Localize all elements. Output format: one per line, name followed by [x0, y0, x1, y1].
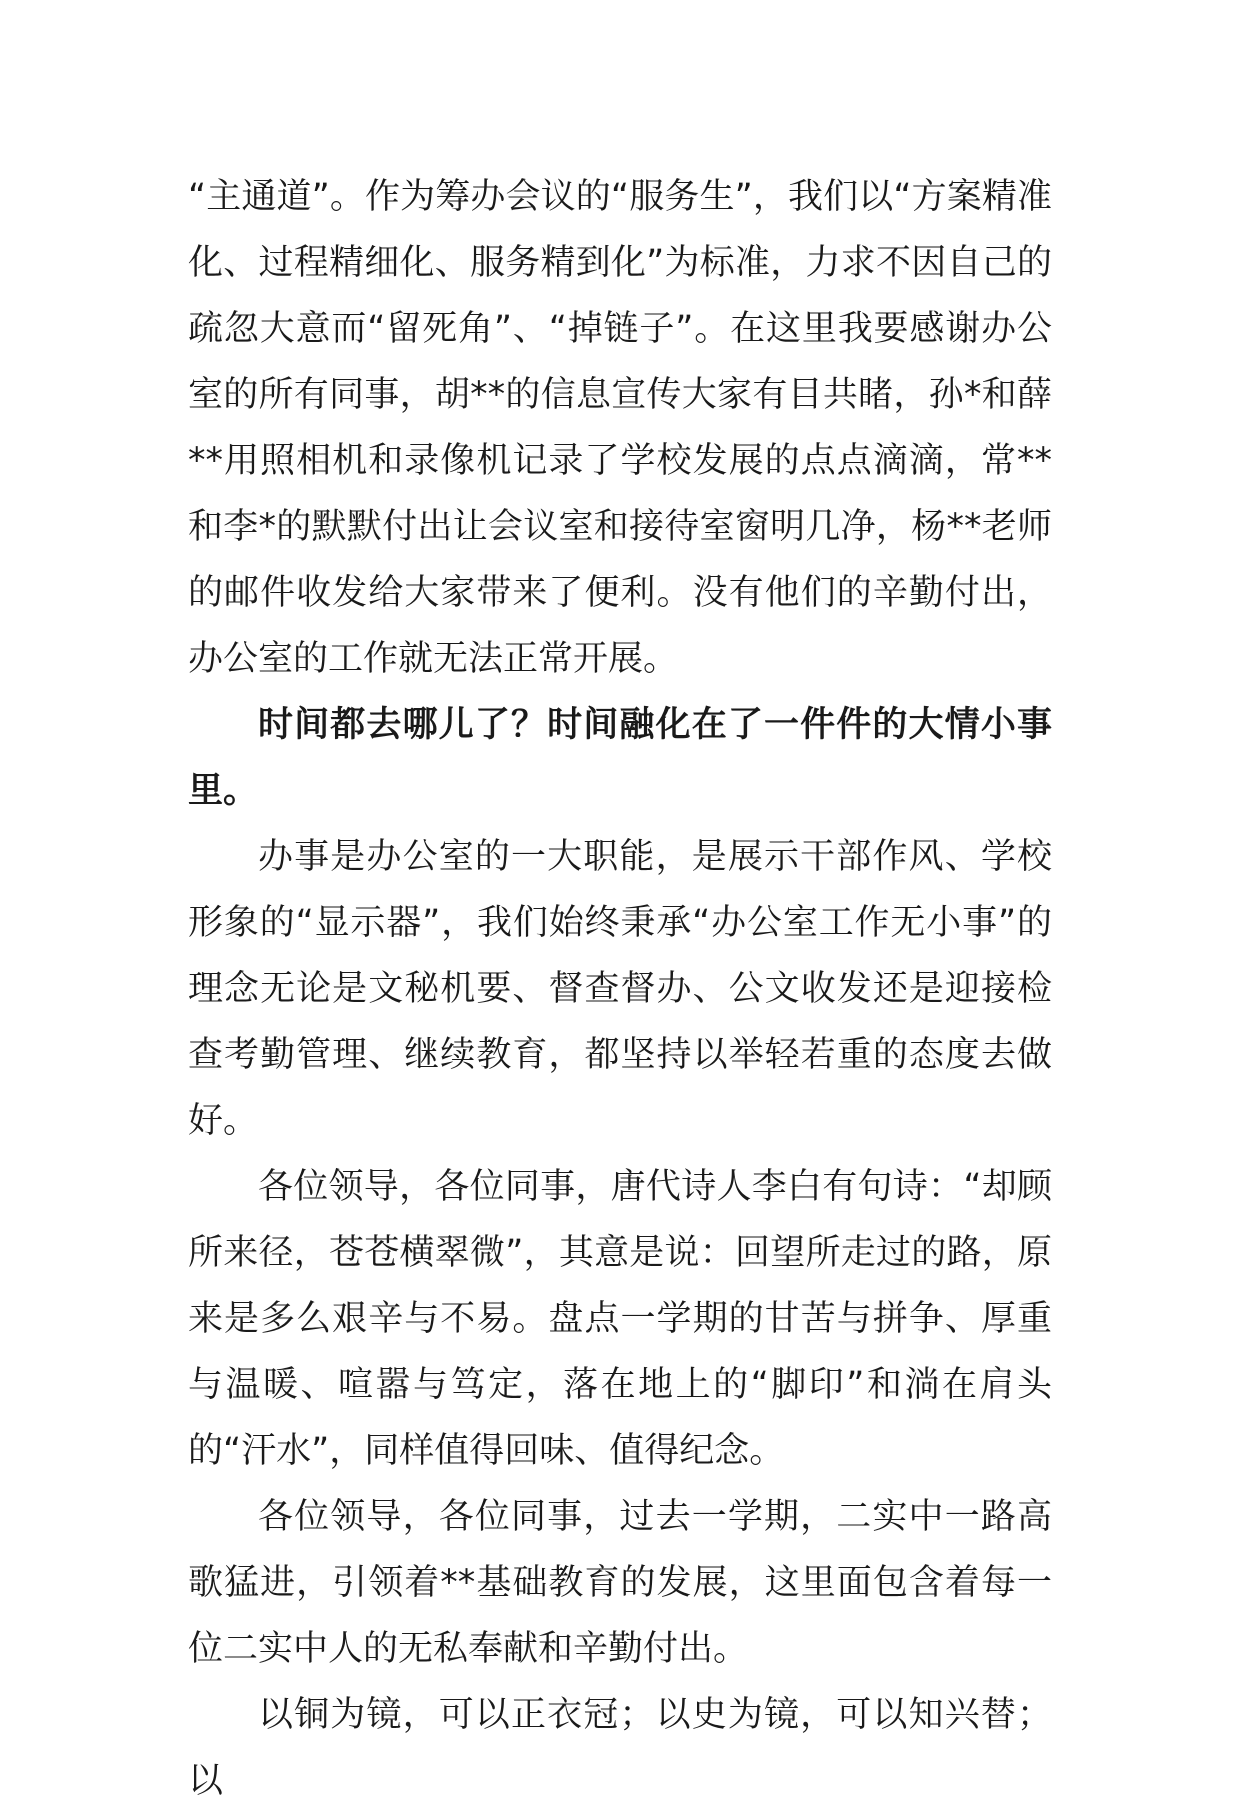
paragraph: 以铜为镜，可以正衣冠；以史为镜，可以知兴替；以 — [188, 1695, 1052, 1801]
paragraph: 各位领导，各位同事，唐代诗人李白有句诗：“却顾所来径，苍苍横翠微”，其意是说：回望所走过的路，原来是多么艰辛与不易。盘点一学期的甘苦与拼争、厚重与温暖、喧嚣与笃定，落在地上的“脚印”和淌在肩头的“汗水”，同样值得回味、值得纪念。 — [188, 1167, 1052, 1471]
paragraph-continuation: “主通道”。作为筹办会议的“服务生”，我们以“方案精准化、过程精细化、服务精到化”为标准，力求不因自己的疏忽大意而“留死角”、“掉链子”。在这里我要感谢办公室的所有同事，胡**的信息宣传大家有目共睹，孙*和薛**用照相机和录像机记录了学校发展的点点滴滴，常**和李*的默默付出让会议室和接待室窗明几净，杨**老师的邮件收发给大家带来了便利。没有他们的辛勤付出，办公室的工作就无法正常开展。 — [188, 177, 1052, 679]
paragraph: 各位领导，各位同事，过去一学期，二实中一路高歌猛进，引领着**基础教育的发展，这里面包含着每一位二实中人的无私奉献和辛勤付出。 — [188, 1497, 1052, 1669]
paragraph: 办事是办公室的一大职能，是展示干部作风、学校形象的“显示器”，我们始终秉承“办公室工作无小事”的理念无论是文秘机要、督查督办、公文收发还是迎接检查考勤管理、继续教育，都坚持以举轻若重的态度去做好。 — [188, 837, 1052, 1141]
paragraph-heading: 时间都去哪儿了？时间融化在了一件件的大情小事里。 — [188, 705, 1052, 811]
document-body — [188, 164, 1052, 1814]
